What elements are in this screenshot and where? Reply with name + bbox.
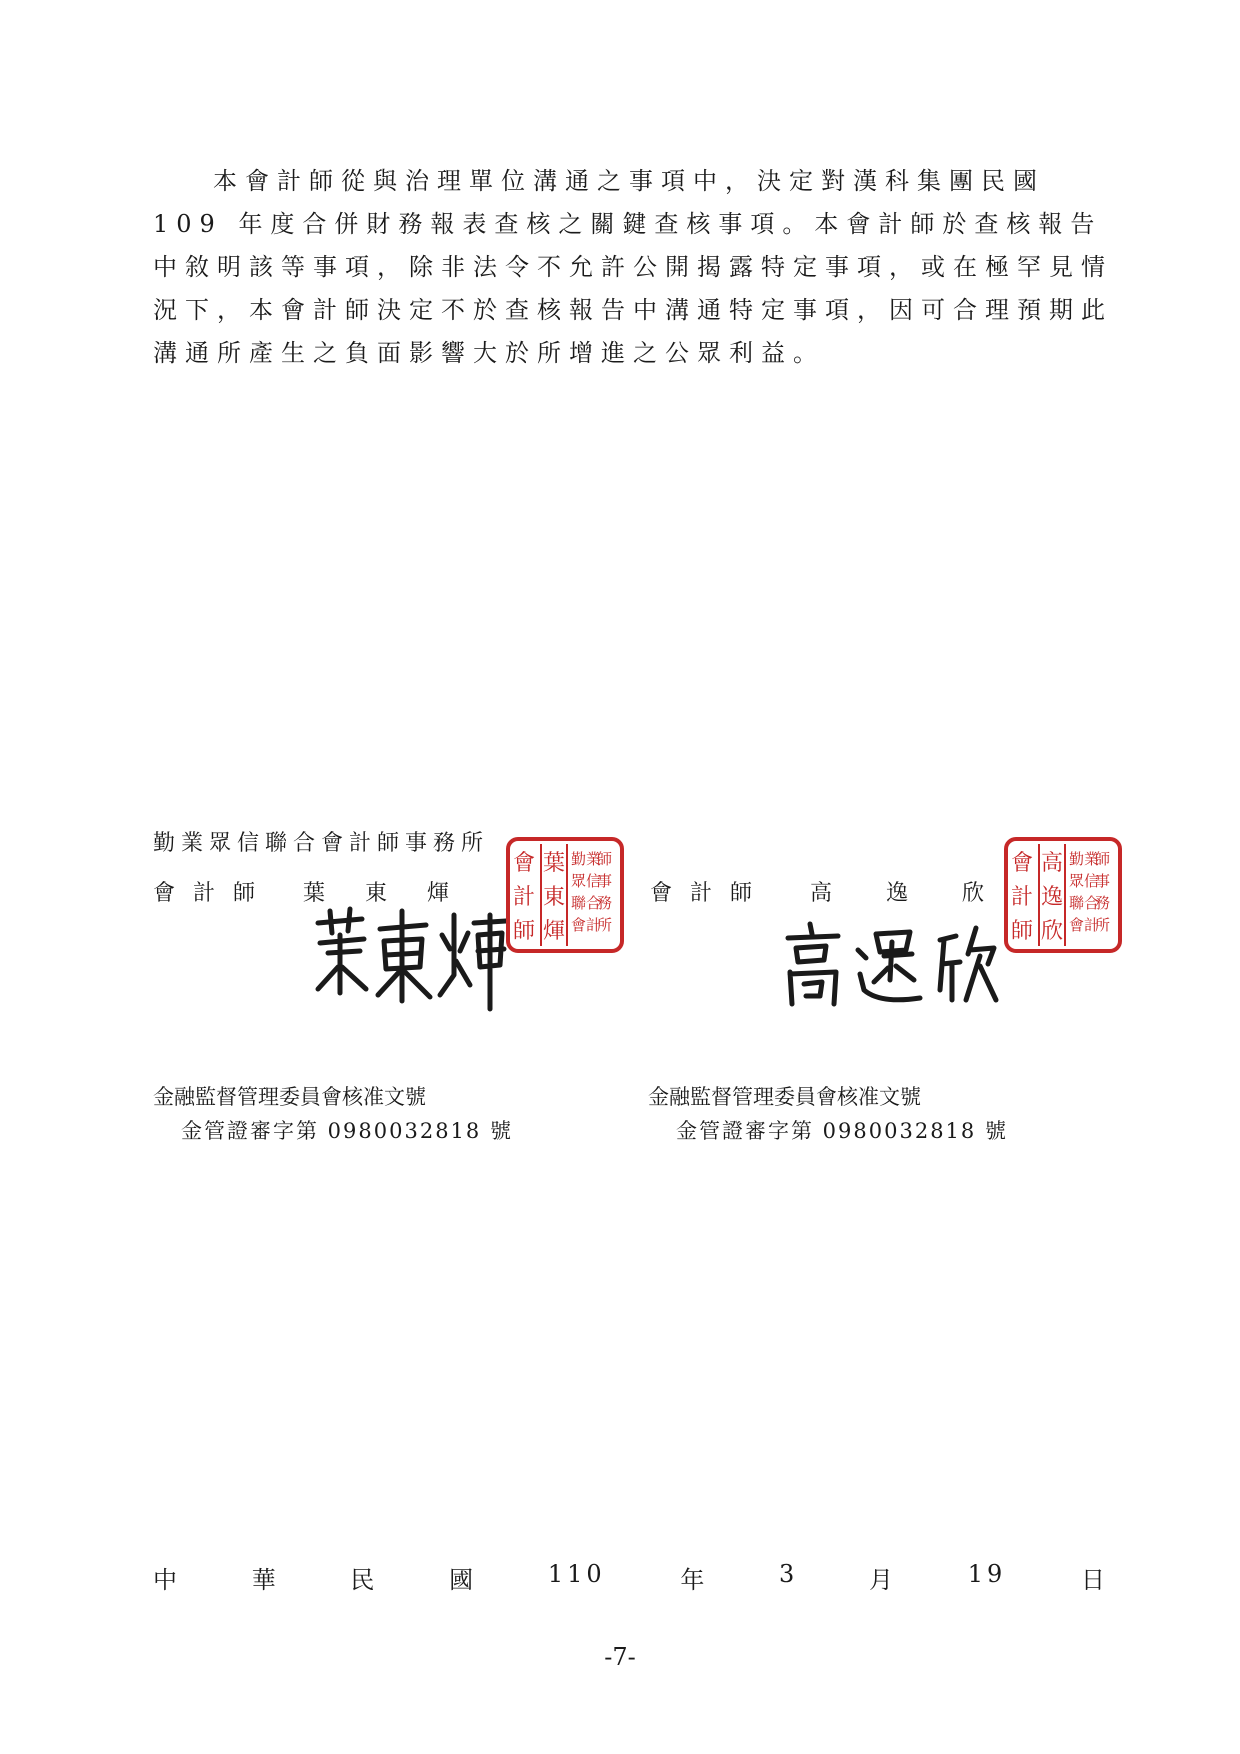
svg-text:欣: 欣 [1041, 919, 1064, 944]
date-month: 3 [779, 1560, 795, 1588]
license-right [648, 1080, 1008, 1148]
svg-text:眾信: 眾信 [571, 872, 602, 890]
svg-text:計: 計 [513, 885, 536, 910]
svg-text:會計: 會計 [571, 916, 602, 934]
cpa-right-name-2: 逸 [886, 881, 909, 906]
cpa-right-name-3: 欣 [962, 881, 985, 906]
date-day: 19 [967, 1560, 1007, 1588]
cpa-right-signature [780, 920, 1000, 1010]
cpa-right-title: 會計師 [650, 881, 771, 906]
cpa-left-signature [310, 905, 510, 1015]
svg-text:師: 師 [1011, 919, 1034, 944]
paragraph-text: 本會計師從與治理單位溝通之事項中，決定對漢科集團民國 109 年度合併財務報表查核之關鍵查核事項。本會計師於查核報告中敘明該等事項，除非法令不允許公開揭露特定事項，或在極罕見情況下，本會計師決定不於查核報告中溝通特定事項，因可合理預期此溝通所產生之負面影響大於所增進之公眾利益。 [153, 167, 1113, 367]
svg-text:會: 會 [1011, 851, 1034, 876]
cpa-right-line [650, 876, 1038, 907]
svg-text:會: 會 [513, 851, 536, 876]
cpa-left-seal [505, 836, 625, 954]
svg-text:師: 師 [1095, 850, 1111, 868]
svg-text:會計: 會計 [1069, 916, 1100, 934]
svg-text:東: 東 [543, 885, 566, 910]
cpa-left-name-2: 東 [365, 881, 388, 906]
license-right-line2: 金管證審字第 0980032818 號 [676, 1119, 1008, 1143]
svg-text:勤業: 勤業 [1069, 850, 1100, 868]
date-year: 110 [547, 1560, 606, 1588]
license-left [153, 1080, 513, 1148]
svg-text:所: 所 [597, 916, 613, 934]
svg-text:煇: 煇 [543, 919, 566, 944]
date-part: 國 [449, 1566, 474, 1594]
svg-text:師: 師 [513, 919, 536, 944]
date-part: 年 [680, 1566, 705, 1594]
svg-text:所: 所 [1095, 916, 1111, 934]
svg-text:事: 事 [1095, 872, 1111, 890]
svg-text:計: 計 [1011, 885, 1034, 910]
svg-text:高: 高 [1041, 851, 1064, 876]
date-part: 月 [869, 1566, 894, 1594]
svg-text:務: 務 [597, 894, 613, 912]
svg-text:逸: 逸 [1041, 885, 1064, 910]
license-left-line2: 金管證審字第 0980032818 號 [181, 1119, 513, 1143]
svg-text:聯合: 聯合 [1069, 894, 1100, 912]
page-number: -7- [604, 1643, 636, 1671]
date-part: 華 [251, 1566, 276, 1594]
key-audit-matters-paragraph [153, 160, 1118, 375]
cpa-left-name-1: 葉 [303, 881, 326, 906]
svg-text:務: 務 [1095, 894, 1111, 912]
cpa-left-line [153, 876, 489, 907]
firm-name: 勤業眾信聯合會計師事務所 [153, 831, 490, 856]
svg-text:聯合: 聯合 [571, 894, 602, 912]
date-part: 民 [350, 1566, 375, 1594]
cpa-left-title: 會計師 [153, 881, 274, 906]
license-right-line1: 金融監督管理委員會核准文號 [648, 1085, 921, 1109]
svg-text:師: 師 [597, 850, 613, 868]
date-part: 日 [1080, 1566, 1105, 1594]
report-date [153, 1560, 1105, 1595]
svg-text:葉: 葉 [543, 851, 566, 876]
date-part: 中 [153, 1566, 177, 1594]
svg-text:眾信: 眾信 [1069, 872, 1100, 890]
svg-text:事: 事 [597, 872, 613, 890]
cpa-left-name-3: 煇 [427, 881, 450, 906]
cpa-right-seal [1003, 836, 1123, 954]
license-left-line1: 金融監督管理委員會核准文號 [153, 1085, 426, 1109]
svg-text:勤業: 勤業 [571, 850, 602, 868]
cpa-right-name-1: 高 [810, 881, 833, 906]
